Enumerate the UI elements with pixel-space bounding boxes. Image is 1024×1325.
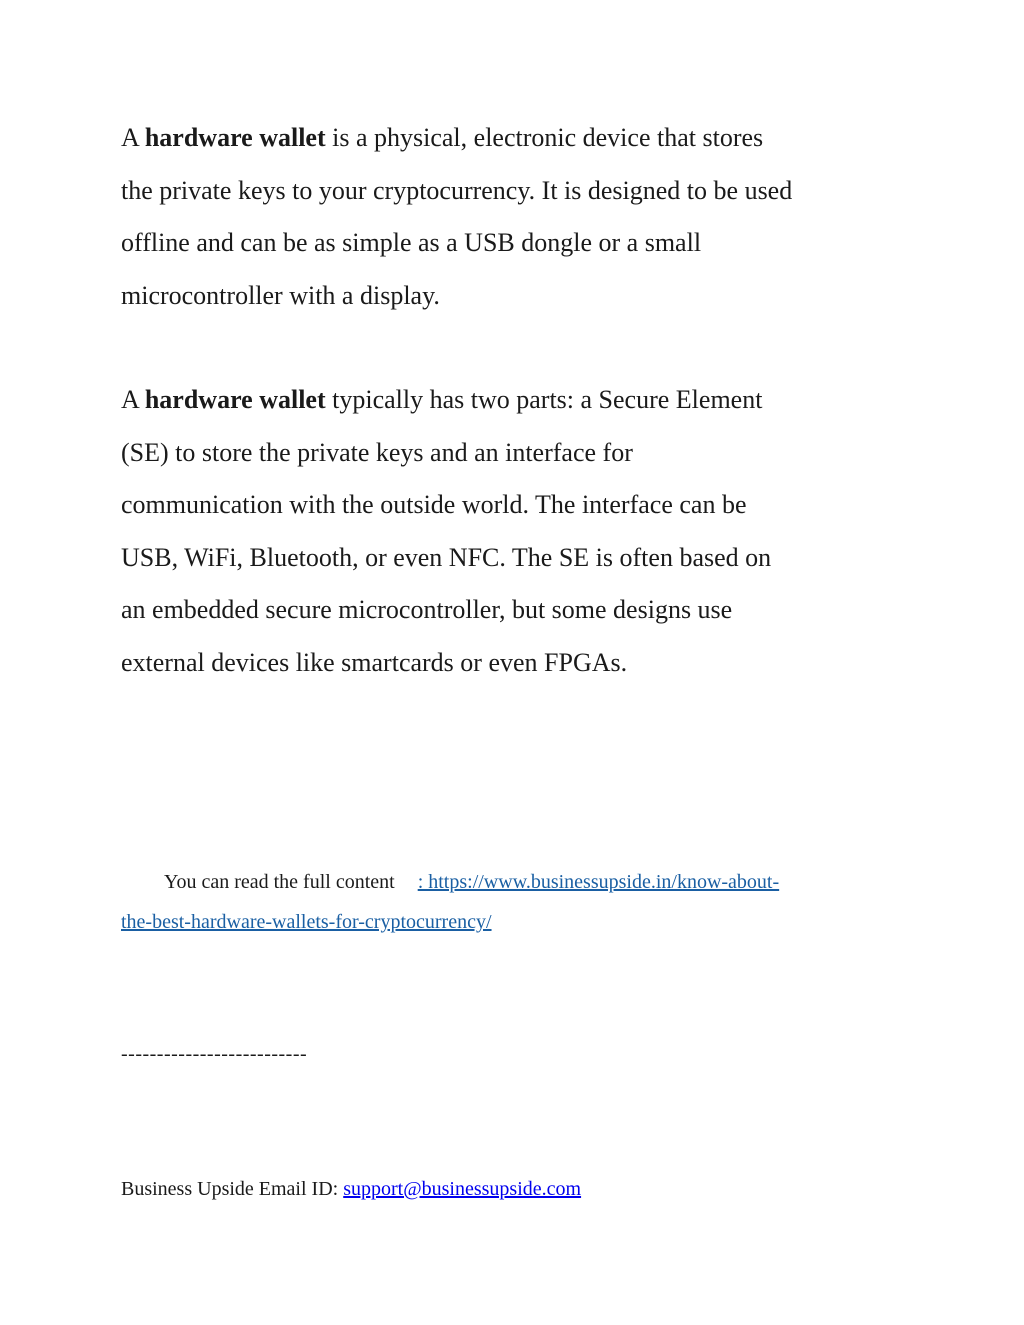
article-link-continued[interactable]: the-best-hardware-wallets-for-cryptocurrency/ bbox=[121, 911, 492, 933]
paragraph-line: an embedded secure microcontroller, but some designs use bbox=[121, 595, 733, 624]
paragraph-line: external devices like smartcards or even FPGAs. bbox=[121, 647, 628, 677]
paragraph-hardware-wallet-definition bbox=[121, 112, 921, 322]
email-label: Business Upside Email ID: bbox=[121, 1178, 344, 1200]
contact-line bbox=[121, 1174, 581, 1204]
read-more-line bbox=[121, 862, 921, 902]
read-more-label: You can read the full content bbox=[164, 871, 395, 893]
paragraph-line bbox=[121, 112, 921, 165]
bold-term: hardware wallet bbox=[144, 385, 326, 414]
read-more-section bbox=[121, 862, 921, 942]
paragraph-hardware-wallet-parts bbox=[121, 374, 921, 689]
paragraph-line: offline and can be as simple as a USB dongle or a small bbox=[121, 228, 702, 257]
text-fragment: A bbox=[121, 123, 145, 152]
paragraph-line: the private keys to your cryptocurrency. It is designed to be used bbox=[121, 175, 793, 205]
dashed-divider: -------------------------- bbox=[121, 1043, 308, 1065]
paragraph-line: (SE) to store the private keys and an interface for bbox=[121, 437, 633, 467]
paragraph-line bbox=[121, 374, 921, 427]
paragraph-line: microcontroller with a display. bbox=[121, 280, 440, 310]
text-fragment: typically has two parts: a Secure Element bbox=[325, 385, 763, 414]
email-link[interactable]: support@businessupside.com bbox=[343, 1178, 582, 1200]
paragraph-line: USB, WiFi, Bluetooth, or even NFC. The SE is often based on bbox=[121, 542, 772, 572]
text-fragment: is a physical, electronic device that stores bbox=[325, 123, 764, 152]
paragraph-line: communication with the outside world. The interface can be bbox=[121, 490, 747, 519]
article-link[interactable]: : https://www.businessupside.in/know-about- bbox=[417, 871, 780, 893]
bold-term: hardware wallet bbox=[144, 123, 326, 152]
text-fragment: A bbox=[121, 385, 145, 414]
